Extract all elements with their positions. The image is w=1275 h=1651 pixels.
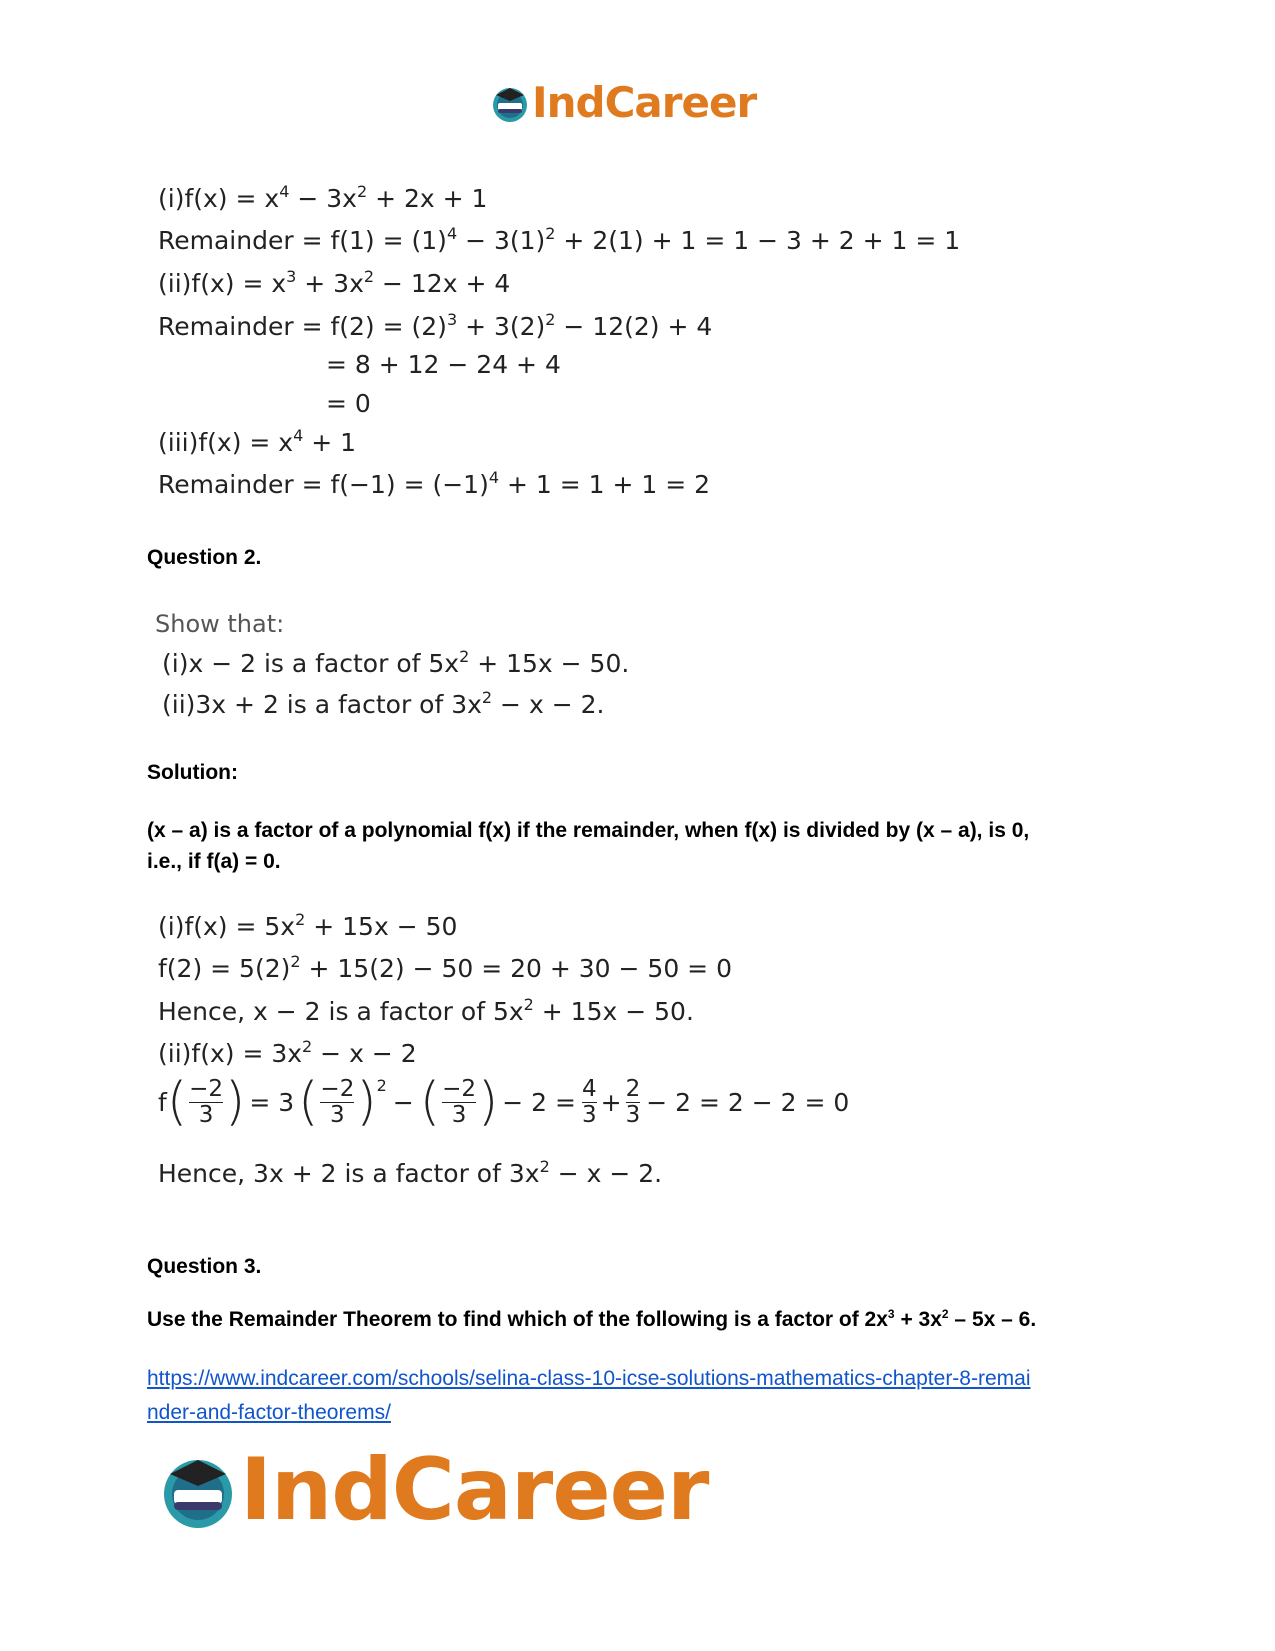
header-logo-text: IndCareer <box>532 78 757 127</box>
fraction-neg2-over-3-c: $\frac{-2}{3}$ <box>442 1076 476 1128</box>
factor-explanation-line-2: i.e., if f(a) = 0. <box>147 850 281 873</box>
show-that-label: Show that: <box>155 610 285 638</box>
q2-part-1: (i)x − 2 is a factor of $5x^2 + 15x - 50$. <box>162 647 630 678</box>
q1-line-5: = 8 + 12 − 24 + 4 <box>326 350 561 379</box>
fraction-neg2-over-3: $\frac{-2}{3}$ <box>189 1076 224 1128</box>
q2-sol-line-4: $(ii)f(x) = 3x^2 - x - 2$ <box>158 1037 417 1068</box>
footer-logo-text: IndCareer <box>240 1440 709 1540</box>
book-globe-graduation-cap-icon <box>158 1450 238 1530</box>
q1-line-8: Remainder = $f(-1) = (-1)^4 + 1 = 1 + 1 = 2$ <box>158 468 711 499</box>
q1-line-3: $(ii)f(x) = x^3 + 3x^2 - 12x + 4$ <box>158 267 511 298</box>
q1-line-1: $(i)f(x) = x^4 - 3x^2 + 2x + 1$ <box>158 182 488 213</box>
fraction-neg2-over-3-b: $\frac{-2}{3}$ <box>320 1076 355 1128</box>
footer-logo <box>158 1440 708 1540</box>
q1-line-7: $(iii)f(x) = x^4 + 1$ <box>158 426 357 457</box>
q2-sol-line-5: f ( $\frac{-2}{3}$ ) = 3 ( $\frac{-2}{3}$ ) 2 − ( $\frac{-2}{3}$ ) − 2 = $\frac{4}{3}$ + $\frac{2}{3}$ − 2 = 2 − 2 = 0 <box>158 1072 850 1132</box>
factor-explanation-line-1: (x – a) is a factor of a polynomial f(x) if the remainder, when f(x) is divided by (x – a), is 0, <box>147 819 1030 842</box>
q2-sol-line-3: Hence, x − 2 is a factor of $5x^2 + 15x - 50$. <box>158 995 694 1026</box>
question-3-heading: Question 3. <box>147 1255 262 1278</box>
chapter-link[interactable] <box>147 1362 1127 1430</box>
q1-line-6: = 0 <box>326 389 371 418</box>
book-globe-graduation-cap-icon <box>490 83 530 123</box>
question-2-heading: Question 2. <box>147 546 262 569</box>
q1-line-2: Remainder = $f(1) = (1)^4 - 3(1)^2 + 2(1) + 1 = 1 - 3 + 2 + 1 = 1$ <box>158 224 961 255</box>
solution-heading: Solution: <box>147 761 238 784</box>
q1-line-4: Remainder = $f(2) = (2)^3 + 3(2)^2 - 12(2) + 4$ <box>158 310 713 341</box>
q2-sol-line-6: Hence, 3x + 2 is a factor of $3x^2 - x - 2$. <box>158 1157 663 1188</box>
chapter-link-line-2[interactable]: nder-and-factor-theorems/ <box>147 1401 391 1424</box>
chapter-link-line-1[interactable]: https://www.indcareer.com/schools/selina-class-10-icse-solutions-mathematics-chapter-8-remai <box>147 1367 1031 1390</box>
q2-sol-line-1: $(i)f(x) = 5x^2 + 15x - 50$ <box>158 910 458 941</box>
header-logo <box>490 78 756 127</box>
q2-sol-line-2: $f(2) = 5(2)^2 + 15(2) - 50 = 20 + 30 - 50 = 0$ <box>158 952 732 983</box>
fraction-2-over-3: $\frac{2}{3}$ <box>625 1076 641 1128</box>
q2-part-2: (ii)3x + 2 is a factor of $3x^2 - x - 2$. <box>162 688 605 719</box>
question-3-text: Use the Remainder Theorem to find which of the following is a factor of $2x^3 + 3x^2 - 5x - 6$. <box>147 1307 1037 1331</box>
f-label: f <box>158 1087 167 1117</box>
fraction-4-over-3: $\frac{4}{3}$ <box>581 1076 597 1128</box>
factor-explanation <box>147 815 1127 877</box>
